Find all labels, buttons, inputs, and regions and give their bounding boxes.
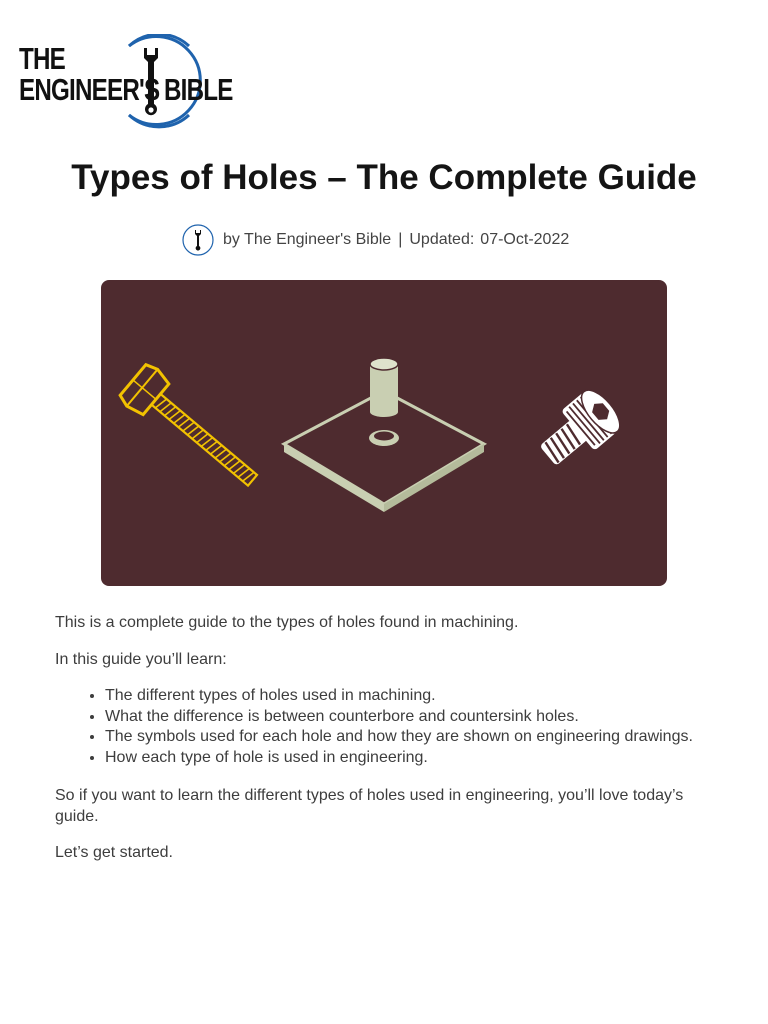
- author-avatar[interactable]: [182, 224, 214, 256]
- list-item: • The different types of holes used in machining.: [105, 686, 695, 707]
- logo-text-engineers: ENGINEER'S: [19, 72, 160, 107]
- socket-head-screw-icon: [532, 384, 627, 475]
- logo-text-the: THE: [19, 41, 66, 76]
- learn-lead-paragraph: In this guide you’ll learn:: [55, 650, 227, 668]
- list-item: • How each type of hole is used in engineering.: [105, 748, 695, 769]
- list-item: • What the difference is between counterbore and countersink holes.: [105, 707, 695, 728]
- hero-image: [101, 280, 667, 586]
- plate-with-pin-and-hole-icon: [284, 358, 484, 512]
- hero-illustration: [101, 280, 667, 586]
- byline: [182, 223, 569, 257]
- start-paragraph: Let’s get started.: [55, 844, 173, 861]
- intro-paragraph: This is a complete guide to the types of holes found in machining.: [55, 614, 519, 631]
- hex-bolt-icon: [118, 362, 268, 499]
- byline-author[interactable]: by The Engineer's Bible: [223, 231, 392, 248]
- site-logo[interactable]: [18, 34, 233, 130]
- byline-separator: |: [398, 231, 403, 248]
- logo-text-bible: BIBLE: [164, 72, 233, 107]
- article-body: [55, 613, 695, 880]
- closing-paragraph: So if you want to learn the different types of holes used in engineering, you’ll love today’s guide.: [55, 787, 684, 825]
- learn-list: [55, 686, 695, 768]
- page-title: Types of Holes – The Complete Guide: [71, 158, 697, 197]
- byline-updated-date: 07-Oct-2022: [480, 231, 570, 248]
- list-item: • The symbols used for each hole and how they are shown on engineering drawings.: [105, 727, 695, 748]
- byline-updated-label: Updated:: [409, 231, 475, 248]
